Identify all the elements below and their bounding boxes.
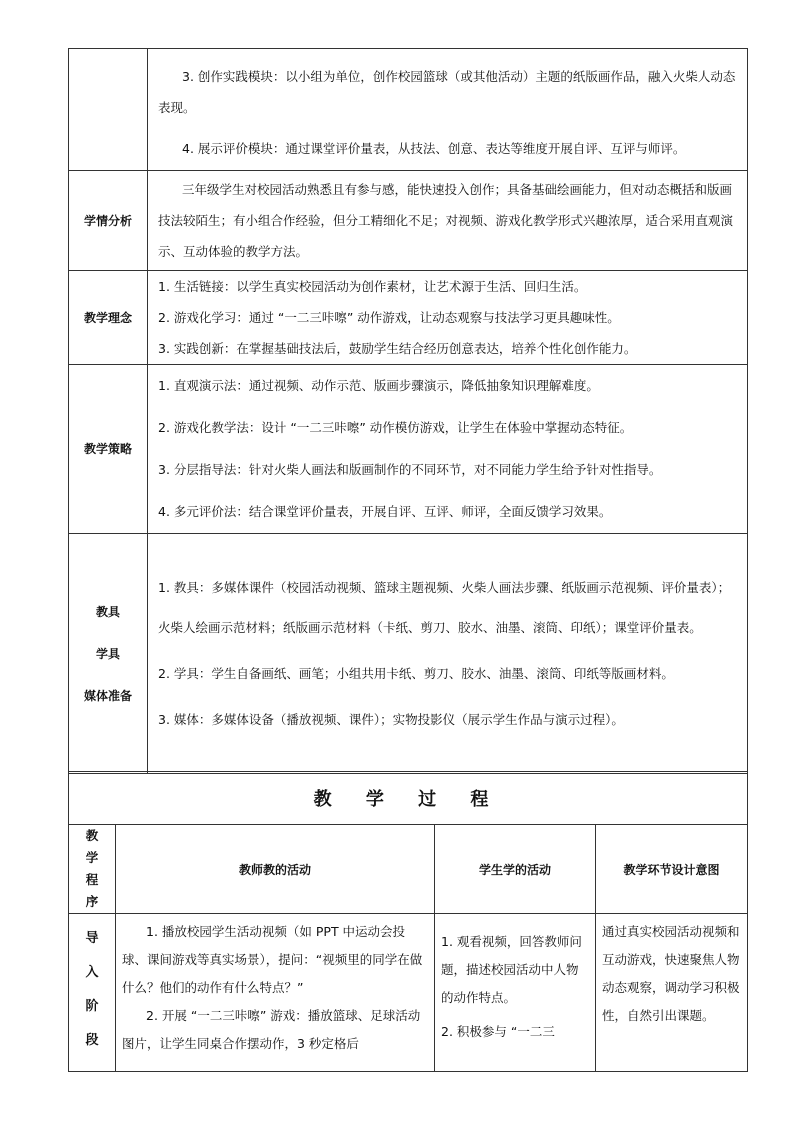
stage-char: 段: [85, 1033, 99, 1048]
student-activity-header: 学生学的活动: [435, 825, 596, 914]
lesson-plan-table: [68, 48, 748, 774]
process-header-row: [69, 825, 748, 914]
student-activity-line: 2. 积极参与 “一二三: [441, 1024, 555, 1039]
stage-char: 阶: [85, 999, 99, 1014]
stage-header-char: 程: [85, 872, 99, 887]
stage-header-char: 序: [85, 894, 99, 909]
content-line: 3. 媒体：多媒体设备（播放视频、课件）；实物投影仪（展示学生作品与演示过程）。: [158, 711, 624, 727]
section-label: 学情分析: [69, 171, 148, 271]
stage-char: 导: [85, 931, 99, 946]
design-intent-text: 通过真实校园活动视频和互动游戏，快速聚焦人物动态观察，调动学习积极性，自然引出课题。: [602, 924, 740, 1023]
content-line: 2. 游戏化教学法：设计 “一二三咔嚓” 动作模仿游戏，让学生在体验中掌握动态特征。: [158, 420, 633, 435]
content-line: 3. 创作实践模块：以小组为单位，创作校园篮球（或其他活动）主题的纸版画作品，融入火柴人动态表现。: [158, 69, 736, 115]
content-line: 4. 展示评价模块：通过课堂评价量表，从技法、创意、表达等维度开展自评、互评与师评。: [182, 141, 686, 156]
teacher-activity-line: 1. 播放校园学生活动视频（如 PPT 中运动会投球、课间游戏等真实场景），提问：“视频里的同学在做什么？他们的动作有什么特点？”: [122, 924, 423, 995]
student-activity-line: 1. 观看视频，回答教师问题，描述校园活动中人物的动作特点。: [441, 934, 582, 1005]
section-content: [148, 365, 748, 534]
content-line: 3. 分层指导法：针对火柴人画法和版画制作的不同环节，对不同能力学生给予针对性指导。: [158, 462, 662, 477]
process-title: 教 学 过 程: [69, 772, 748, 825]
stage-header-char: 教: [85, 828, 99, 843]
section-row: [69, 365, 748, 534]
content-line: 1. 教具：多媒体课件（校园活动视频、篮球主题视频、火柴人画法步骤、纸版画示范视频、评价量表）；火柴人绘画示范材料；纸版画示范材料（卡纸、剪刀、胶水、油墨、滚筒、印纸）；课堂评价量表。: [158, 579, 731, 635]
stage-header-char: 学: [85, 850, 99, 865]
section-label: [69, 534, 148, 774]
section-row: [69, 171, 748, 271]
section-row: [69, 271, 748, 365]
section-row: [69, 49, 748, 171]
process-table: [68, 771, 748, 1072]
teacher-activity-header: 教师教的活动: [116, 825, 435, 914]
content-line: 4. 多元评价法：结合课堂评价量表，开展自评、互评、师评，全面反馈学习效果。: [158, 504, 612, 519]
section-label: [69, 49, 148, 171]
label-line: 教具: [95, 604, 120, 619]
content-line: 2. 游戏化学习：通过 “一二三咔嚓” 动作游戏，让动态观察与技法学习更具趣味性。: [158, 310, 620, 325]
design-intent-header: 教学环节设计意图: [596, 825, 748, 914]
content-line: 2. 学具：学生自备画纸、画笔；小组共用卡纸、剪刀、胶水、油墨、滚筒、印纸等版画材料。: [158, 665, 674, 681]
teacher-activity-line: 2. 开展 “一二三咔嚓” 游戏：播放篮球、足球活动图片，让学生同桌合作摆动作，3 秒定格后: [122, 1008, 421, 1051]
section-content: [148, 171, 748, 271]
section-label: 教学策略: [69, 365, 148, 534]
section-content: [148, 49, 748, 171]
content-line: 三年级学生对校园活动熟悉且有参与感，能快速投入创作；具备基础绘画能力，但对动态概括和版画技法较陌生；有小组合作经验，但分工精细化不足；对视频、游戏化教学形式兴趣浓厚，适合采用直观演示、互动体验的教学方法。: [158, 182, 734, 259]
section-label: 教学理念: [69, 271, 148, 365]
process-title-row: [69, 772, 748, 825]
content-line: 3. 实践创新：在掌握基础技法后，鼓励学生结合经历创意表达，培养个性化创作能力。: [158, 341, 637, 356]
content-line: 1. 生活链接：以学生真实校园活动为创作素材，让艺术源于生活、回归生活。: [158, 279, 587, 294]
teacher-activity-cell: [116, 914, 435, 1072]
stage-char: 入: [85, 965, 99, 980]
section-content: [148, 534, 748, 774]
section-row: [69, 534, 748, 774]
process-row: [69, 914, 748, 1072]
content-line: 1. 直观演示法：通过视频、动作示范、版画步骤演示，降低抽象知识理解难度。: [158, 378, 599, 393]
section-content: [148, 271, 748, 365]
label-line: 媒体准备: [83, 688, 132, 703]
student-activity-cell: [435, 914, 596, 1072]
stage-cell: [69, 914, 116, 1072]
label-line: 学具: [95, 646, 120, 661]
stage-header: [69, 825, 116, 914]
design-intent-cell: [596, 914, 748, 1072]
